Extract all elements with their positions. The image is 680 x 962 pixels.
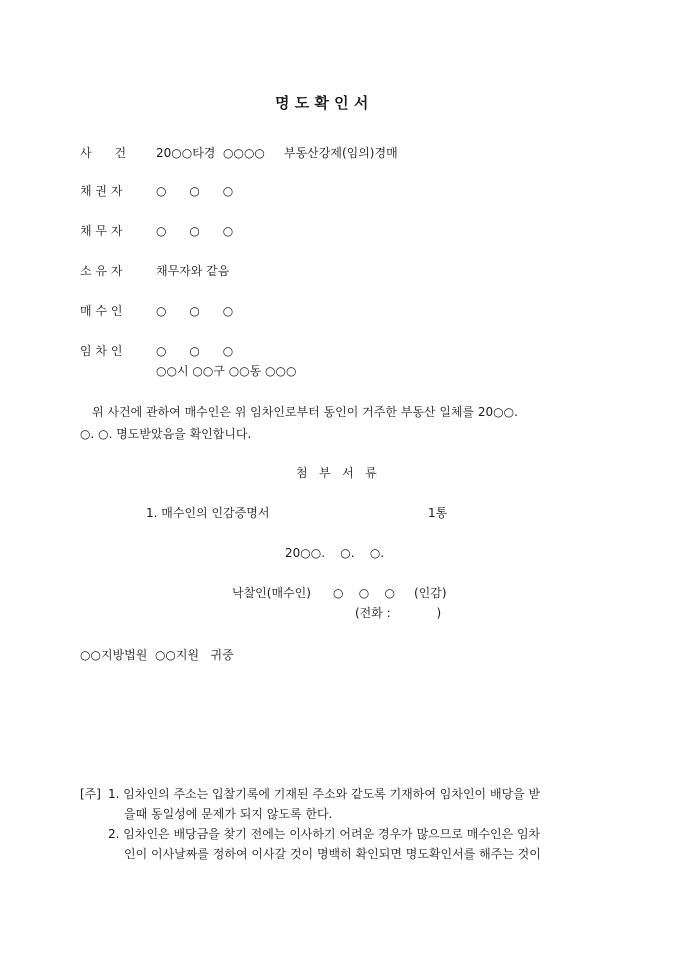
field-label-buyer: 매 수 인 (80, 304, 123, 318)
note-2-line1: 2. 임차인은 배당금을 찾기 전에는 이사하기 어려운 경우가 많으므로 매수인은 임차 (108, 827, 541, 841)
field-label-case: 사 건 (80, 146, 127, 160)
field-value-case: 20○○타경 ○○○○ 부동산강제(임의)경매 (156, 146, 398, 160)
signer-name: ○ ○ ○ (333, 586, 395, 600)
date-line: 20○○. ○. ○. (285, 546, 385, 560)
field-label-owner: 소 유 자 (80, 264, 123, 278)
field-value-owner: 채무자와 같음 (156, 264, 230, 278)
signer-phone: (전화 : ) (355, 606, 442, 620)
field-value-debtor: ○ ○ ○ (156, 224, 234, 238)
body-text-line2: ○. ○. 명도받았음을 확인합니다. (80, 427, 252, 441)
field-value-buyer: ○ ○ ○ (156, 304, 234, 318)
court-addressee: ○○지방법원 ○○지원 귀중 (80, 648, 234, 662)
attachment-count: 1통 (428, 506, 448, 520)
field-value-tenant: ○ ○ ○ (156, 344, 234, 358)
attachments-heading: 첨 부 서 류 (296, 466, 377, 480)
signer-role: 낙찰인(매수인) (232, 586, 311, 600)
field-label-creditor: 채 권 자 (80, 184, 123, 198)
body-text-line1: 위 사건에 관하여 매수인은 위 임차인로부터 동인이 거주한 부동산 일체를 20○○. (92, 405, 518, 419)
document-title: 명 도 확 인 서 (275, 94, 369, 112)
signer-seal: (인감) (414, 586, 447, 600)
field-label-tenant: 임 차 인 (80, 344, 123, 358)
tenant-address: ○○시 ○○구 ○○동 ○○○ (156, 364, 297, 378)
field-value-creditor: ○ ○ ○ (156, 184, 234, 198)
field-label-debtor: 채 무 자 (80, 224, 123, 238)
note-1-line2: 을때 동일성에 문제가 되지 않도록 한다. (124, 807, 333, 821)
attachment-item: 1. 매수인의 인감증명서 (146, 506, 270, 520)
note-1-line1: 1. 임차인의 주소는 입찰기록에 기재된 주소와 같도록 기재하여 임차인이 배당을 받 (108, 787, 541, 801)
note-2-line2: 인이 이사날짜를 정하여 이사갈 것이 명백히 확인되면 명도확인서를 해주는 것이 (124, 847, 541, 861)
notes-marker: [주] (80, 787, 101, 801)
